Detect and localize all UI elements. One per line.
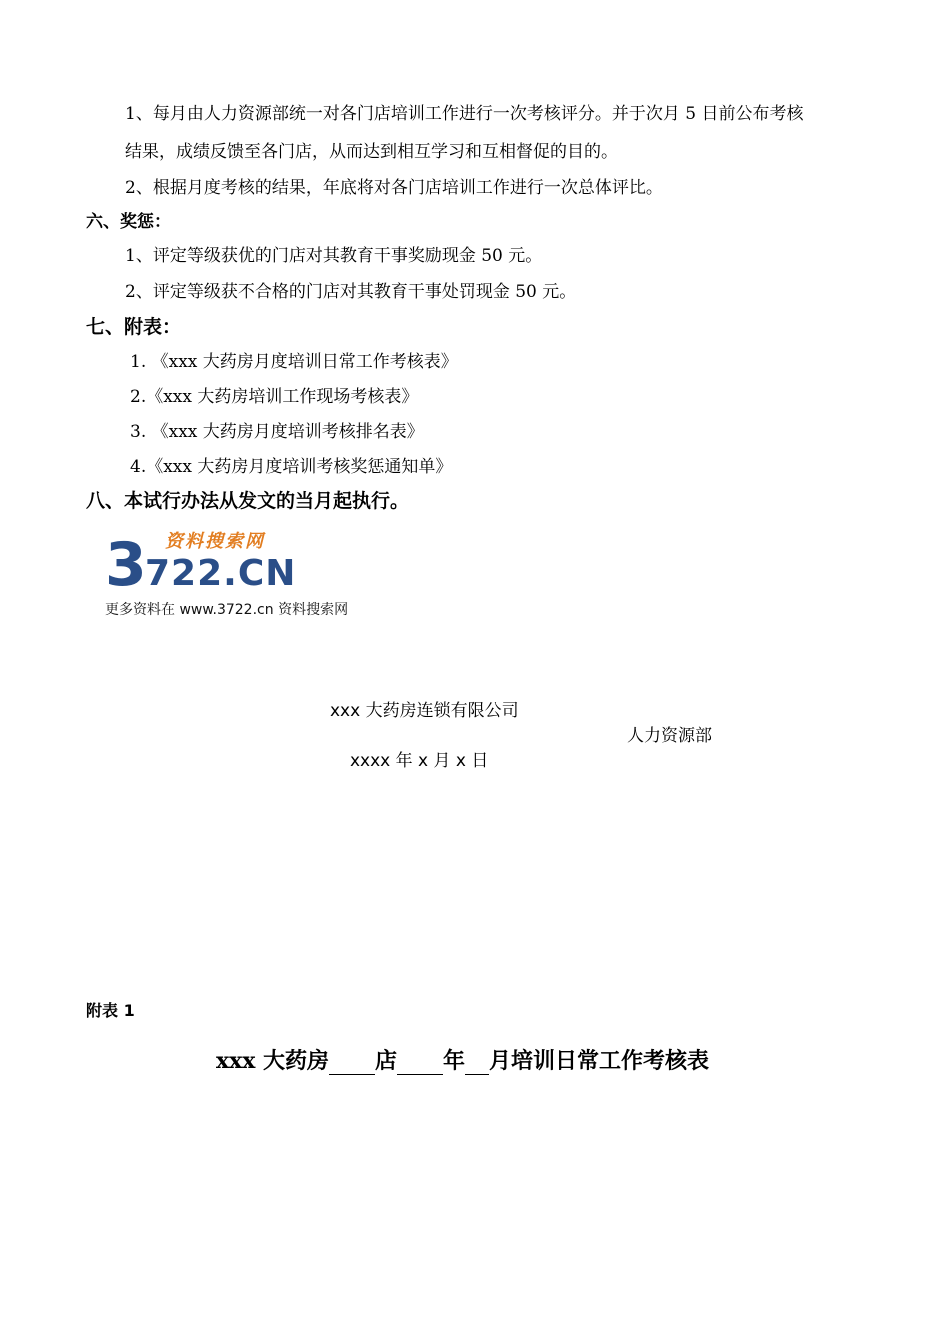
section7-heading: 七、附表： [86, 316, 182, 338]
blank-year [397, 1054, 443, 1075]
blank-store [329, 1054, 375, 1075]
section7-item-1: 1. 《xxx 大药房月度培训日常工作考核表》 [130, 352, 458, 372]
logo-tagline: 资料搜索网 [165, 531, 265, 552]
section7-item-4: 4.《xxx 大药房月度培训考核奖惩通知单》 [130, 457, 453, 477]
title-part-pharmacy: xxx 大药房 [216, 1048, 330, 1074]
assessment-item1-line2: 结果，成绩反馈至各门店，从而达到相互学习和互相督促的目的。 [125, 142, 618, 162]
section7-item-2: 2.《xxx 大药房培训工作现场考核表》 [130, 387, 419, 407]
title-part-store: 店 [375, 1048, 398, 1074]
appendix-label: 附表 1 [86, 1001, 135, 1020]
assessment-item2: 2、根据月度考核的结果，年底将对各门店培训工作进行一次总体评比。 [125, 178, 663, 198]
signature-department: 人力资源部 [627, 726, 712, 746]
logo-caption: 更多资料在 www.3722.cn 资料搜索网 [105, 602, 349, 618]
assessment-item1-line1: 1、每月由人力资源部统一对各门店培训工作进行一次考核评分。并于次月 5 日前公布考核 [125, 104, 804, 124]
logo-wordmark: 722.CN [145, 553, 297, 594]
appendix-title [216, 1047, 709, 1075]
section8-heading: 八、本试行办法从发文的当月起执行。 [86, 490, 410, 512]
blank-month [465, 1054, 489, 1075]
site-logo [105, 532, 375, 622]
section6-item2: 2、评定等级获不合格的门店对其教育干事处罚现金 50 元。 [125, 282, 577, 302]
signature-date: xxxx 年 x 月 x 日 [350, 751, 489, 771]
signature-company: xxx 大药房连锁有限公司 [330, 701, 519, 721]
section6-item1: 1、评定等级获优的门店对其教育干事奖励现金 50 元。 [125, 246, 543, 266]
section7-item-3: 3. 《xxx 大药房月度培训考核排名表》 [130, 422, 424, 442]
section6-heading: 六、奖惩： [86, 212, 171, 232]
logo-digit: 3 [105, 530, 147, 600]
title-part-rest: 月培训日常工作考核表 [489, 1048, 710, 1074]
title-part-year: 年 [443, 1048, 466, 1074]
